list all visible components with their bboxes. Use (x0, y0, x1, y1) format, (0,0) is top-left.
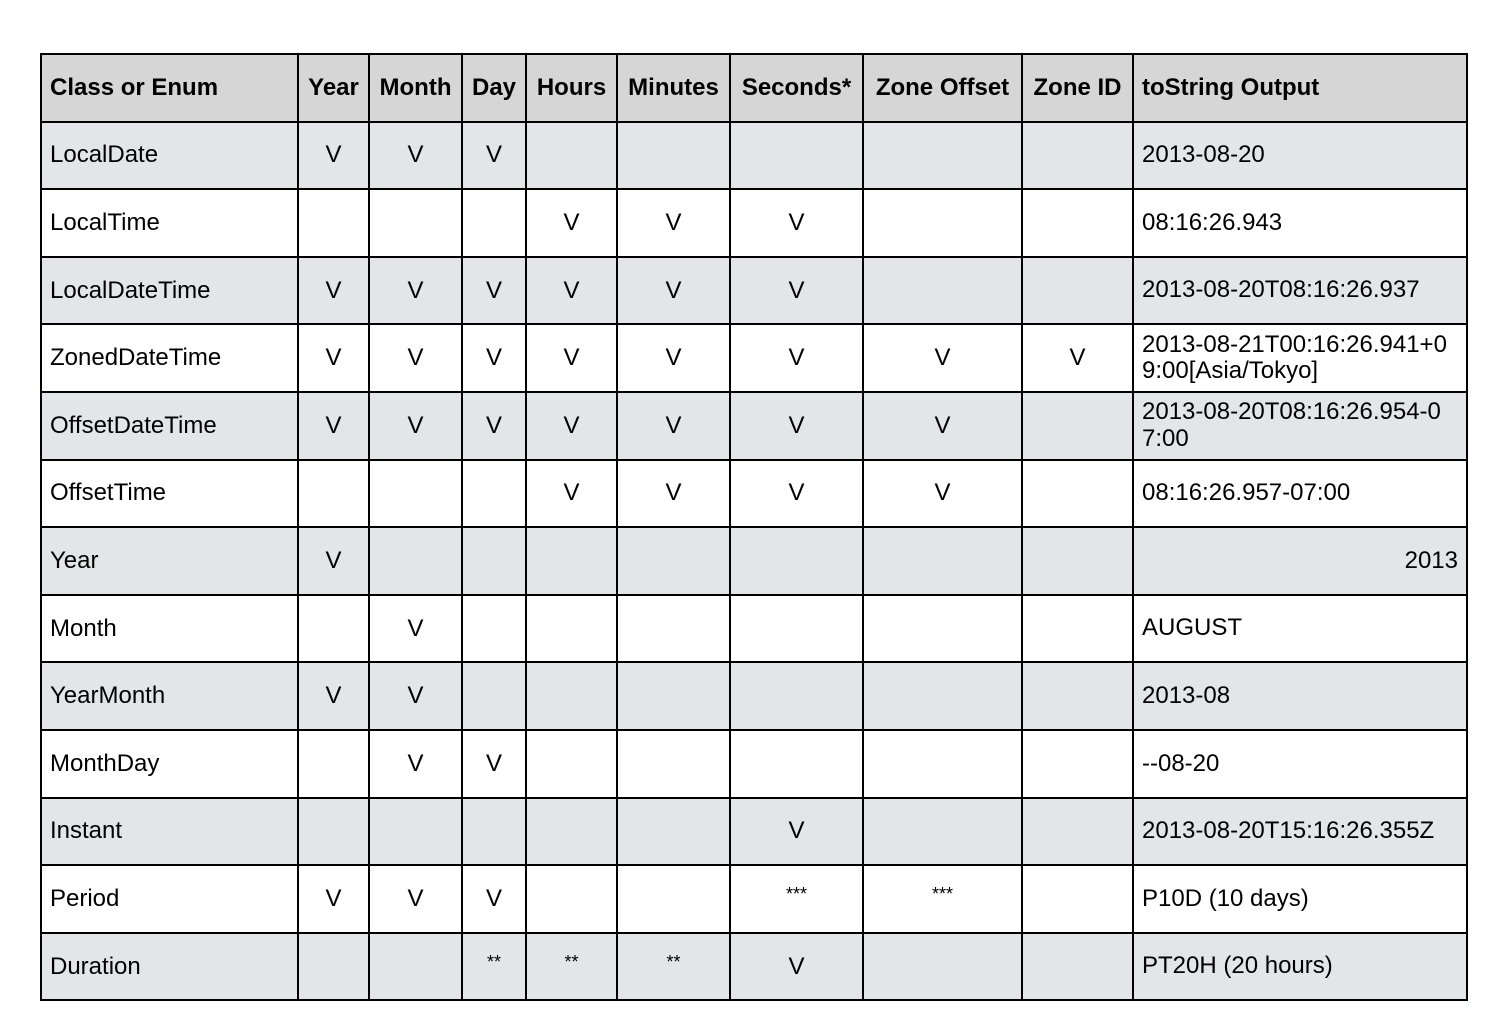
tostring-output-cell: --08-20 (1133, 730, 1467, 798)
zone-offset-cell (863, 122, 1022, 190)
header-seconds: Seconds* (730, 54, 863, 122)
zone-offset-cell (863, 933, 1022, 1001)
class-name-cell: Instant (41, 798, 298, 866)
minutes-cell: V (617, 257, 730, 325)
zone-id-cell (1022, 798, 1133, 866)
date-time-classes-table (40, 53, 1468, 1001)
table-row (41, 324, 1467, 392)
minutes-cell: V (617, 324, 730, 392)
table-header (41, 54, 1467, 122)
day-cell (462, 189, 526, 257)
zone-offset-cell: V (863, 460, 1022, 528)
month-cell: V (369, 122, 462, 190)
header-month: Month (369, 54, 462, 122)
seconds-cell: V (730, 324, 863, 392)
table-body (41, 122, 1467, 1001)
class-name-cell: LocalDate (41, 122, 298, 190)
zone-offset-cell (863, 662, 1022, 730)
tostring-output-cell: 2013-08-20T15:16:26.355Z (1133, 798, 1467, 866)
zone-offset-cell (863, 798, 1022, 866)
month-cell: V (369, 595, 462, 663)
minutes-cell (617, 595, 730, 663)
table-row (41, 595, 1467, 663)
zone-offset-cell: V (863, 392, 1022, 460)
tostring-output-cell: 08:16:26.957-07:00 (1133, 460, 1467, 528)
seconds-cell (730, 662, 863, 730)
year-cell: V (298, 527, 369, 595)
day-cell: V (462, 122, 526, 190)
class-name-cell: Year (41, 527, 298, 595)
hours-cell (526, 865, 617, 933)
tostring-output-cell: 2013-08 (1133, 662, 1467, 730)
month-cell: V (369, 662, 462, 730)
tostring-output-cell: 2013-08-20T08:16:26.937 (1133, 257, 1467, 325)
minutes-cell: V (617, 189, 730, 257)
month-cell: V (369, 392, 462, 460)
minutes-cell: V (617, 392, 730, 460)
hours-cell: V (526, 324, 617, 392)
zone-offset-cell (863, 730, 1022, 798)
hours-cell: V (526, 189, 617, 257)
table-row (41, 392, 1467, 460)
header-year: Year (298, 54, 369, 122)
hours-cell: V (526, 257, 617, 325)
day-cell: ** (462, 933, 526, 1001)
year-cell (298, 798, 369, 866)
table-row (41, 730, 1467, 798)
zone-offset-cell: *** (863, 865, 1022, 933)
zone-id-cell (1022, 865, 1133, 933)
zone-id-cell (1022, 189, 1133, 257)
minutes-cell (617, 662, 730, 730)
hours-cell (526, 798, 617, 866)
year-cell (298, 460, 369, 528)
header-zone-id: Zone ID (1022, 54, 1133, 122)
class-name-cell: ZonedDateTime (41, 324, 298, 392)
table-row (41, 798, 1467, 866)
hours-cell (526, 595, 617, 663)
tostring-output-cell: 2013-08-20 (1133, 122, 1467, 190)
year-cell: V (298, 324, 369, 392)
day-cell: V (462, 392, 526, 460)
class-name-cell: OffsetDateTime (41, 392, 298, 460)
year-cell: V (298, 122, 369, 190)
header-class-or-enum: Class or Enum (41, 54, 298, 122)
zone-id-cell: V (1022, 324, 1133, 392)
zone-offset-cell (863, 527, 1022, 595)
minutes-cell (617, 527, 730, 595)
year-cell (298, 189, 369, 257)
month-cell (369, 189, 462, 257)
month-cell (369, 527, 462, 595)
day-cell: V (462, 865, 526, 933)
seconds-cell: V (730, 257, 863, 325)
zone-offset-cell (863, 189, 1022, 257)
tostring-output-cell: PT20H (20 hours) (1133, 933, 1467, 1001)
zone-offset-cell: V (863, 324, 1022, 392)
tostring-output-cell: 08:16:26.943 (1133, 189, 1467, 257)
seconds-cell (730, 122, 863, 190)
tostring-output-cell: 2013-08-20T08:16:26.954-07:00 (1133, 392, 1467, 460)
table-row (41, 527, 1467, 595)
class-name-cell: LocalTime (41, 189, 298, 257)
header-zone-offset: Zone Offset (863, 54, 1022, 122)
year-cell (298, 933, 369, 1001)
header-row (41, 54, 1467, 122)
month-cell: V (369, 324, 462, 392)
table-row (41, 257, 1467, 325)
month-cell: V (369, 257, 462, 325)
header-hours: Hours (526, 54, 617, 122)
day-cell (462, 460, 526, 528)
minutes-cell (617, 730, 730, 798)
seconds-cell: V (730, 798, 863, 866)
tostring-output-cell: 2013 (1133, 527, 1467, 595)
hours-cell (526, 527, 617, 595)
year-cell: V (298, 257, 369, 325)
tostring-output-cell: AUGUST (1133, 595, 1467, 663)
minutes-cell (617, 865, 730, 933)
seconds-cell (730, 730, 863, 798)
zone-offset-cell (863, 257, 1022, 325)
seconds-cell: V (730, 392, 863, 460)
minutes-cell (617, 798, 730, 866)
day-cell: V (462, 257, 526, 325)
day-cell (462, 527, 526, 595)
year-cell (298, 730, 369, 798)
seconds-cell: *** (730, 865, 863, 933)
hours-cell (526, 662, 617, 730)
header-minutes: Minutes (617, 54, 730, 122)
year-cell: V (298, 662, 369, 730)
class-name-cell: MonthDay (41, 730, 298, 798)
zone-id-cell (1022, 122, 1133, 190)
year-cell: V (298, 865, 369, 933)
minutes-cell: V (617, 460, 730, 528)
tostring-output-cell: 2013-08-21T00:16:26.941+09:00[Asia/Tokyo] (1133, 324, 1467, 392)
header-tostring-output: toString Output (1133, 54, 1467, 122)
zone-id-cell (1022, 933, 1133, 1001)
seconds-cell (730, 595, 863, 663)
class-name-cell: OffsetTime (41, 460, 298, 528)
hours-cell: V (526, 392, 617, 460)
month-cell (369, 933, 462, 1001)
seconds-cell: V (730, 189, 863, 257)
table-row (41, 460, 1467, 528)
class-name-cell: YearMonth (41, 662, 298, 730)
header-day: Day (462, 54, 526, 122)
table-row (41, 662, 1467, 730)
table-row (41, 933, 1467, 1001)
tostring-output-cell: P10D (10 days) (1133, 865, 1467, 933)
year-cell: V (298, 392, 369, 460)
seconds-cell (730, 527, 863, 595)
hours-cell (526, 122, 617, 190)
day-cell: V (462, 730, 526, 798)
table-row (41, 122, 1467, 190)
class-name-cell: LocalDateTime (41, 257, 298, 325)
minutes-cell (617, 122, 730, 190)
day-cell (462, 662, 526, 730)
day-cell: V (462, 324, 526, 392)
hours-cell: V (526, 460, 617, 528)
table-row (41, 865, 1467, 933)
month-cell: V (369, 865, 462, 933)
zone-id-cell (1022, 595, 1133, 663)
seconds-cell: V (730, 933, 863, 1001)
zone-id-cell (1022, 527, 1133, 595)
zone-id-cell (1022, 392, 1133, 460)
zone-id-cell (1022, 460, 1133, 528)
hours-cell (526, 730, 617, 798)
class-name-cell: Duration (41, 933, 298, 1001)
month-cell (369, 460, 462, 528)
table-row (41, 189, 1467, 257)
class-name-cell: Month (41, 595, 298, 663)
zone-offset-cell (863, 595, 1022, 663)
class-name-cell: Period (41, 865, 298, 933)
month-cell: V (369, 730, 462, 798)
seconds-cell: V (730, 460, 863, 528)
day-cell (462, 798, 526, 866)
minutes-cell: ** (617, 933, 730, 1001)
zone-id-cell (1022, 730, 1133, 798)
zone-id-cell (1022, 662, 1133, 730)
month-cell (369, 798, 462, 866)
hours-cell: ** (526, 933, 617, 1001)
day-cell (462, 595, 526, 663)
year-cell (298, 595, 369, 663)
zone-id-cell (1022, 257, 1133, 325)
